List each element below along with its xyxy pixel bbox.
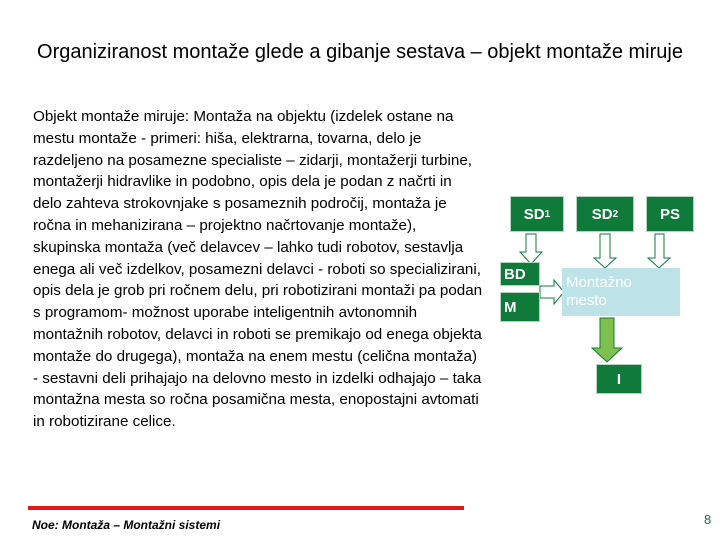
- box-mesto-line1: Montažno: [566, 274, 632, 291]
- page-number: 8: [704, 512, 712, 527]
- box-ps: PS: [646, 196, 694, 232]
- slide-body-text: Objekt montaže miruje: Montaža na objektu (izdelek ostane na mestu montaže - primeri: hiša, elektrarna, tovarna, delo je razdeljeno na posamezne specialiste – zidarji, montažerji turbine, montažerji hidravlike in podobno, opis dela je podan z načrti in delo zahteva strokovnjake s posameznih področij, montaža je ročna in mehanizirana – projektno načrtovanje montaže), skupinska montaža (več delavcev – lahko tudi robotov, sestavlja enega ali več izdelkov, posamezni delavci - roboti so specializirani, opis dela je grob pri ročnem delu, pri robotizirani montaži pa podan s programom- možnost uporabe inteligentnih avtonomnih montažnih robotov, delavci in roboti se premikajo od enega objekta montaže do drugega), montaža na enem mestu (celična montaža) - sestavni deli prihajajo na delovno mesto in izdelki odhajajo – taka montažna mesta so ročna posamična mesta, enopostajni avtomati in robotizirane celice.: [33, 108, 483, 431]
- box-sd1-subscript: 1: [544, 208, 551, 220]
- arrow-sd1-down-icon: [520, 234, 542, 264]
- box-sd2-subscript: 2: [612, 208, 619, 220]
- box-i: I: [596, 364, 642, 394]
- box-sd2-label: SD: [591, 205, 613, 223]
- box-bd: BD: [500, 262, 540, 286]
- box-mesto-line2: mesto: [566, 292, 607, 309]
- box-montazno-mesto: [562, 268, 680, 316]
- footer-divider: [28, 506, 464, 510]
- arrow-sd2-down-icon: [594, 234, 616, 268]
- box-m: M: [500, 292, 540, 322]
- footer-text: Noe: Montaža – Montažni sistemi: [32, 518, 221, 532]
- box-sd1-label: SD: [523, 205, 545, 223]
- arrow-mesto-down-icon: [592, 318, 622, 362]
- arrow-ps-down-icon: [648, 234, 670, 268]
- box-sd1: [510, 196, 564, 232]
- box-sd2: [576, 196, 634, 232]
- arrow-right-icon: [540, 280, 564, 304]
- slide-title: Organiziranost montaže glede a gibanje sestava – objekt montaže miruje: [37, 41, 683, 63]
